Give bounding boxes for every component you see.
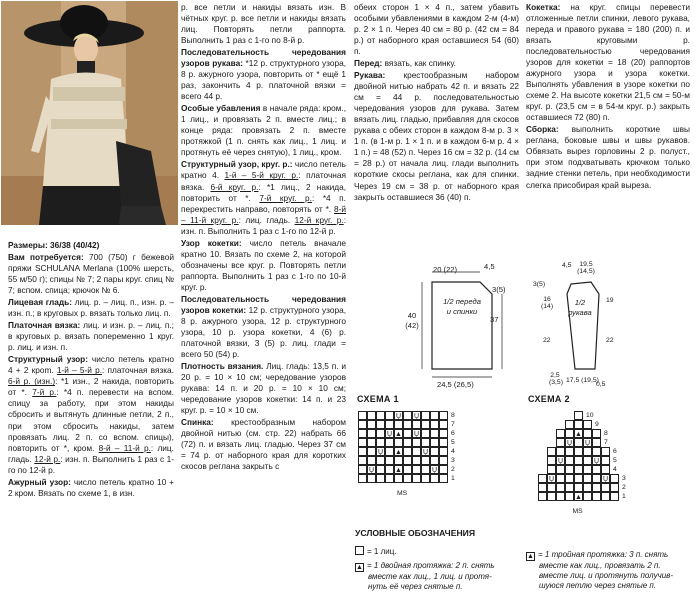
schema-cell: [565, 420, 574, 429]
structure-pattern: Структурный узор: число петель кратно 4 + 2 крom. 1-й – 5-й р.: платочная вязка. 6-й р. (изн.): *1 изн., 2 накида, повторить от *. 7-й р.: *4 п. перевести на вспом. спицу за работу, при этом накиды сбросить и вытянуть длинные петли, 2 п., при этом сбросить накиды, затем провязать лиц. 2 п. со вспом. спицы), повторить от *, кром. 8-й – 11-й р.: лиц. гладь. 12-й р.: изн. п. Выполнить 1 раз с 1-го по 12-й р.: [8, 354, 175, 475]
assembly: Сборка: выполнить короткие швы реглана, боковые швы и швы рукавов. Обвязать вырез горловины 2 р. полуст., при этом подхватывать крючком только задние стенки петель, при необходимости слегка присобирая край выреза.: [526, 124, 690, 190]
schema-cell: [430, 411, 439, 420]
schema-cell: [574, 438, 583, 447]
schema-cell: [439, 456, 448, 465]
schema-cell: [385, 456, 394, 465]
sleeve-right-2: 22: [606, 337, 614, 344]
schema-cell: ▲: [395, 467, 402, 474]
schema-cell: [385, 420, 394, 429]
materials: Вам потребуется: 700 (750) г бежевой пряжи SCHULANA Merlana (100% шерсть, 55 м/50 г); спицы № 7; 2 пары круг. спиц № 7; вспом. спица; крючок № 6.: [8, 252, 174, 296]
schema-cell: [592, 483, 601, 492]
schema-cell: [538, 483, 547, 492]
schema-cell: [367, 438, 376, 447]
schema-cell: [556, 492, 565, 501]
legend-title: УСЛОВНЫЕ ОБОЗНАЧЕНИЯ: [355, 528, 476, 538]
stockinette: Лицевая гладь: лиц. р. – лиц. п., изн. р. – изн. п.; в круговых р. вязать только лиц. п.: [8, 297, 174, 319]
schema-cell: Ų: [386, 431, 393, 438]
schema-row-number: 3: [622, 475, 626, 482]
schema-cell: Ų: [431, 467, 438, 474]
schema-cell: [430, 456, 439, 465]
schema-cell: [430, 447, 439, 456]
schema-cell: [556, 465, 565, 474]
sleeve-left-3: 22: [543, 337, 551, 344]
schema-row-number: 2: [622, 484, 626, 491]
sleeve-top-right: 19,5 (14,5): [577, 261, 595, 276]
body-outline: [410, 264, 520, 389]
sleeve-right-1: 19: [606, 297, 614, 304]
schema-row-number: 8: [604, 430, 608, 437]
dim-top: 20 (22): [433, 265, 458, 274]
yoke: Кокетка: на круг. спицы перевести отложенные петли спинки, левого рукава, переда и правого рукава = 180 (200) п. и вязать круговыми р. последовательностью чередования узоров для кокетки = 18 (20) раппортов ажурного узора и узора кокетки. Выполнять убавления в узоре кокетки по схеме 2. На высоте кокетки 21,5 см = 50-м круг. р. (23,5 см = в 54-м круг. р.) закрыть оставшиеся 72 (80) п.: [526, 2, 690, 123]
schema-cell: Ų: [548, 476, 555, 483]
schema-cell: [583, 474, 592, 483]
schema-cell: [358, 465, 367, 474]
schema-cell: [358, 474, 367, 483]
schema-cell: [565, 465, 574, 474]
legend-triple-dec: ▲ = 1 тройная протяжка: 3 п. снять вместе как лиц., провязать 2 п. вместе лиц. и протянуть получив- шуюся петлю через снятые п.: [527, 550, 674, 590]
garter: Платочная вязка: лиц. и изн. р. – лиц. п.; в круговых р. вязать попеременно 1 круг. р. лиц. и изн. п.: [8, 320, 174, 353]
schema-cell: [421, 456, 430, 465]
schema-cell: [376, 411, 385, 420]
schema-cell: [583, 429, 592, 438]
schema-cell: [403, 474, 412, 483]
front: Перед: вязать, как спинку.: [354, 58, 456, 69]
schema-cell: [583, 420, 592, 429]
schema-cell: Ų: [557, 458, 564, 465]
schema-cell: [574, 483, 583, 492]
schema-cell: [592, 429, 601, 438]
sleeve-label: 1/2 рукава: [568, 298, 592, 318]
schema-cell: Ų: [377, 449, 384, 456]
schema-cell: [439, 447, 448, 456]
schema-cell: [592, 492, 601, 501]
schema-row-number: 5: [613, 457, 617, 464]
schema-cell: [601, 465, 610, 474]
schema-cell: [358, 438, 367, 447]
schema-cell: [385, 411, 394, 420]
schema-cell: [385, 447, 394, 456]
column-3: [354, 2, 519, 204]
schema-cell: [547, 465, 556, 474]
schema-cell: [430, 474, 439, 483]
dim-bottom: 24,5 (26,5): [437, 380, 474, 389]
schema-cell: [439, 474, 448, 483]
schema-cell: [574, 420, 583, 429]
schema-cell: [385, 438, 394, 447]
dim-shoulder: 3(5): [492, 285, 506, 294]
schema-row-number: 2: [451, 466, 455, 473]
schema-cell: [412, 456, 421, 465]
special-decreases: Особые убавления в начале ряда: кром., 1 лиц., и провязать 2 п. вместе лиц.; в конце ряда: провязать 2 п. вместе протяжкой (1 п. снять как лиц., 1 лиц. и протянуть её через снятую), 1 лиц., кром.: [181, 103, 347, 158]
schema-cell: [358, 411, 367, 420]
schema-cell: [574, 411, 583, 420]
schema-cell: [421, 438, 430, 447]
gauge: Плотность вязания. Лиц. гладь: 13,5 п. и 20 р. = 10 × 10 см; чередование узоров рукава: 14 п. и 20 р. = 10 × 10 см; чередование узоров кокетки: 14 п. и 23 круг. р. = 10 × 10 см.: [181, 361, 347, 416]
sleeve-outline: [555, 264, 625, 389]
schema-ms-label: MS: [572, 508, 583, 515]
dim-left: 40 (42): [405, 311, 419, 331]
schema-cell: [583, 447, 592, 456]
schema-cell: [358, 447, 367, 456]
schema-cell: [556, 483, 565, 492]
schema-cell: Ų: [602, 476, 609, 483]
schema-cell: Ų: [593, 458, 600, 465]
schema-cell: [601, 447, 610, 456]
sleeve-left-2: 16 (14): [541, 296, 554, 311]
schema-cell: Ų: [413, 431, 420, 438]
schema-cell: [421, 465, 430, 474]
schema-cell: [412, 447, 421, 456]
schema-cell: [565, 483, 574, 492]
schema-cell: [538, 474, 547, 483]
schema-cell: ▲: [575, 494, 582, 501]
schema-cell: Ų: [368, 467, 375, 474]
sizes: Размеры: 36/38 (40/42): [8, 240, 100, 250]
schema-cell: [430, 438, 439, 447]
schema-cell: [439, 429, 448, 438]
schema-cell: [367, 447, 376, 456]
schema-cell: [439, 411, 448, 420]
column-1: [8, 240, 174, 500]
schema-cell: [439, 465, 448, 474]
schema-cell: [565, 429, 574, 438]
schema-cell: [439, 420, 448, 429]
schema-cell: [601, 456, 610, 465]
schema-row-number: 6: [613, 448, 617, 455]
schema-cell: [556, 429, 565, 438]
schema-cell: [538, 492, 547, 501]
schema-cell: [412, 420, 421, 429]
sleeve-sequence: Последовательность чередования узоров рукава: *12 р. структурного узора, 8 р. ажурного узора, повторить от * ещё 1 раз, закончить 4 р. платочной вязки = всего 44 р.: [181, 47, 346, 102]
schema-cell: [547, 492, 556, 501]
schema-cell: [583, 483, 592, 492]
schema-cell: [565, 474, 574, 483]
schema-row-number: 10: [586, 412, 594, 419]
schema-cell: [583, 492, 592, 501]
schema-cell: [403, 447, 412, 456]
schema-cell: [412, 474, 421, 483]
schema-cell: [376, 465, 385, 474]
yoke-pattern: Узор кокетки: число петель вначале кратно 10. Вязать по схеме 2, на которой обозначены все круг. р. Повторять петли раппорта. Выполнить 1 раз с 1-го по 10-й круг. р.: [181, 237, 346, 292]
schema-cell: [367, 411, 376, 420]
schema-cell: [367, 474, 376, 483]
body-label: 1/2 переда и спинки: [443, 297, 481, 317]
schema-cell: [610, 483, 619, 492]
lace-continued: р. все петли и накиды вязать изн. В чётных круг. р. все петли и накиды вязать лиц. Повторять петли раппорта. Выполнить 1 раз с 1-го по 8-й р.: [181, 2, 346, 46]
column-4: [526, 2, 690, 192]
lace-pattern: Ажурный узор: число петель кратно 10 + 2 кром. Вязать по схеме 1, в изн.: [8, 476, 174, 498]
schema-cell: Ų: [413, 413, 420, 420]
schema-cell: [556, 474, 565, 483]
schema-cell: [574, 456, 583, 465]
schema-cell: [403, 456, 412, 465]
schema-cell: [412, 438, 421, 447]
schema-cell: [367, 420, 376, 429]
sleeves: Рукава: крестообразным набором двойной нитью набрать 42 п. и вязать 22 см = 44 р. последовательностью чередования узоров для рукава. Затем вязать лиц. гладью, прибавляя для скосов рукава с обеих сторон в каждом 8-м р. 3 × 1 п. (в 1-м р. 1 × 1 п. и в каждом 6-м р. 4 × 1 п.) = 48 (52) п. Через 16 см = 32 р. (14 см = 28 р.) от начала лиц. глади выполнить короткие скосы реглана, как для спинки. Через 19 см = 38 р. от наборного края закрыть оставшиеся 36 (40) п.: [354, 70, 519, 202]
model-photo: [1, 1, 178, 225]
schema-cell: [565, 456, 574, 465]
schema-cell: [565, 492, 574, 501]
schema-cell: Ų: [566, 440, 573, 447]
schema-cell: [592, 465, 601, 474]
schema-cell: [556, 438, 565, 447]
schema-cell: [583, 465, 592, 474]
schema-cell: [376, 420, 385, 429]
schema-cell: [358, 429, 367, 438]
column-2: [181, 2, 346, 473]
schema-cell: [421, 420, 430, 429]
sleeve-top-left: 4,5: [562, 262, 572, 269]
schema-cell: [430, 429, 439, 438]
schema-cell: Ų: [584, 440, 591, 447]
schema-cell: [547, 447, 556, 456]
schema-row-number: 4: [613, 466, 617, 473]
schema-cell: [574, 447, 583, 456]
schema-cell: [547, 456, 556, 465]
schema-cell: [403, 465, 412, 474]
dim-top-right: 4,5: [484, 262, 495, 271]
schema-row-number: 3: [451, 457, 455, 464]
schema-cell: [556, 447, 565, 456]
schema-cell: ▲: [395, 449, 402, 456]
sleeve-left-1: 3(5): [533, 281, 546, 288]
schema-cell: [376, 474, 385, 483]
legend-double-dec: ▲ = 1 двойная протяжка: 2 п. снять вместе как лиц., 1 лиц. и протя- нуть её через снятые п.: [356, 561, 495, 591]
schema-cell: [367, 429, 376, 438]
schema-cell: Ų: [422, 449, 429, 456]
schema-cell: [385, 465, 394, 474]
sleeve-bottom-2: 17,5 (19,5): [566, 377, 599, 384]
schema-cell: [367, 456, 376, 465]
schema-ms-label: MS: [397, 490, 408, 497]
schema-cell: [358, 456, 367, 465]
schema-cell: [430, 420, 439, 429]
schema-cell: [385, 474, 394, 483]
schema-cell: [403, 438, 412, 447]
schema-cell: [592, 438, 601, 447]
schema-cell: [547, 483, 556, 492]
sleeve-bottom-3: 0,5: [596, 381, 606, 388]
schema-cell: [394, 456, 403, 465]
schema-cell: [358, 420, 367, 429]
schema-cell: [403, 420, 412, 429]
schema-cell: [592, 474, 601, 483]
schema-row-number: 7: [451, 421, 455, 428]
schema-cell: ▲: [395, 431, 402, 438]
schema-row-number: 5: [451, 439, 455, 446]
yoke-sequence: Последовательность чередования узоров кокетки: 12 р. структурного узора, 8 р. ажурного узора, 12 р. структурного узора, 10 р. узора кокетки, 4 (6) р. платочной вязки, 3 (5) р. лиц. глади = всего 50 (54) р.: [181, 293, 346, 359]
schema-cell: [439, 438, 448, 447]
schema-cell: [394, 474, 403, 483]
sleeve-bottom-1: 2,5 (3,5): [549, 372, 563, 387]
schema-cell: [601, 483, 610, 492]
schema-cell: [610, 492, 619, 501]
legend-knit: = 1 лиц.: [355, 546, 397, 557]
schema-cell: [421, 411, 430, 420]
schema-cell: [394, 420, 403, 429]
schema-cell: [376, 438, 385, 447]
schema-cell: [376, 429, 385, 438]
schema-cell: [394, 438, 403, 447]
schema-row-number: 8: [451, 412, 455, 419]
schema-2-title: СХЕМА 2: [528, 394, 570, 404]
schema-cell: [583, 456, 592, 465]
schema-row-number: 1: [451, 475, 455, 482]
schema-row-number: 1: [622, 493, 626, 500]
schema-cell: [376, 456, 385, 465]
schema-cell: [412, 465, 421, 474]
schema-cell: [403, 429, 412, 438]
dim-right: 37: [490, 315, 499, 324]
back: Спинка: крестообразным набором двойной нитью (см. стр. 22) набрать 66 (72) п. и вязать лиц. гладью. Через 37 см = 74 р. от наборного края для коротких скосов реглана закрыть с: [181, 417, 346, 472]
schema-cell: [565, 447, 574, 456]
schema-cell: [574, 474, 583, 483]
back-continued: обеих сторон 1 × 4 п., затем убавить особыми убавлениями в каждом 2-м (4-м) р. 2 × 1 п. Через 40 см = 80 р. (42 см = 84 р.) от наборного края оставшиеся 54 (60) п.: [354, 2, 519, 57]
schema-cell: [574, 465, 583, 474]
schema-cell: [592, 447, 601, 456]
schema-cell: [610, 474, 619, 483]
schema-1-title: СХЕМА 1: [357, 394, 399, 404]
schema-cell: [601, 492, 610, 501]
schema-row-number: 4: [451, 448, 455, 455]
schema-cell: ▲: [575, 431, 582, 438]
schema-cell: [403, 411, 412, 420]
schema-cell: Ų: [395, 413, 402, 420]
schema-cell: [421, 429, 430, 438]
schema-row-number: 7: [604, 439, 608, 446]
schema-row-number: 9: [595, 421, 599, 428]
structure-rounds: Структурный узор, круг. р.: число петель кратно 4. 1-й – 5-й круг. р.: платочная вязка. 6-й круг. р.: *1 лиц., 2 накида, повторить от *. 7-й круг. р.: *4 п. перекрестить направо, повторять от *. 8-й – 11-й круг. р.: лиц. гладь. 12-й круг. р.: изн. п. Выполнить 1 раз с 1-го по 12-й р.: [181, 159, 347, 236]
schema-cell: [421, 474, 430, 483]
schema-row-number: 6: [451, 430, 455, 437]
